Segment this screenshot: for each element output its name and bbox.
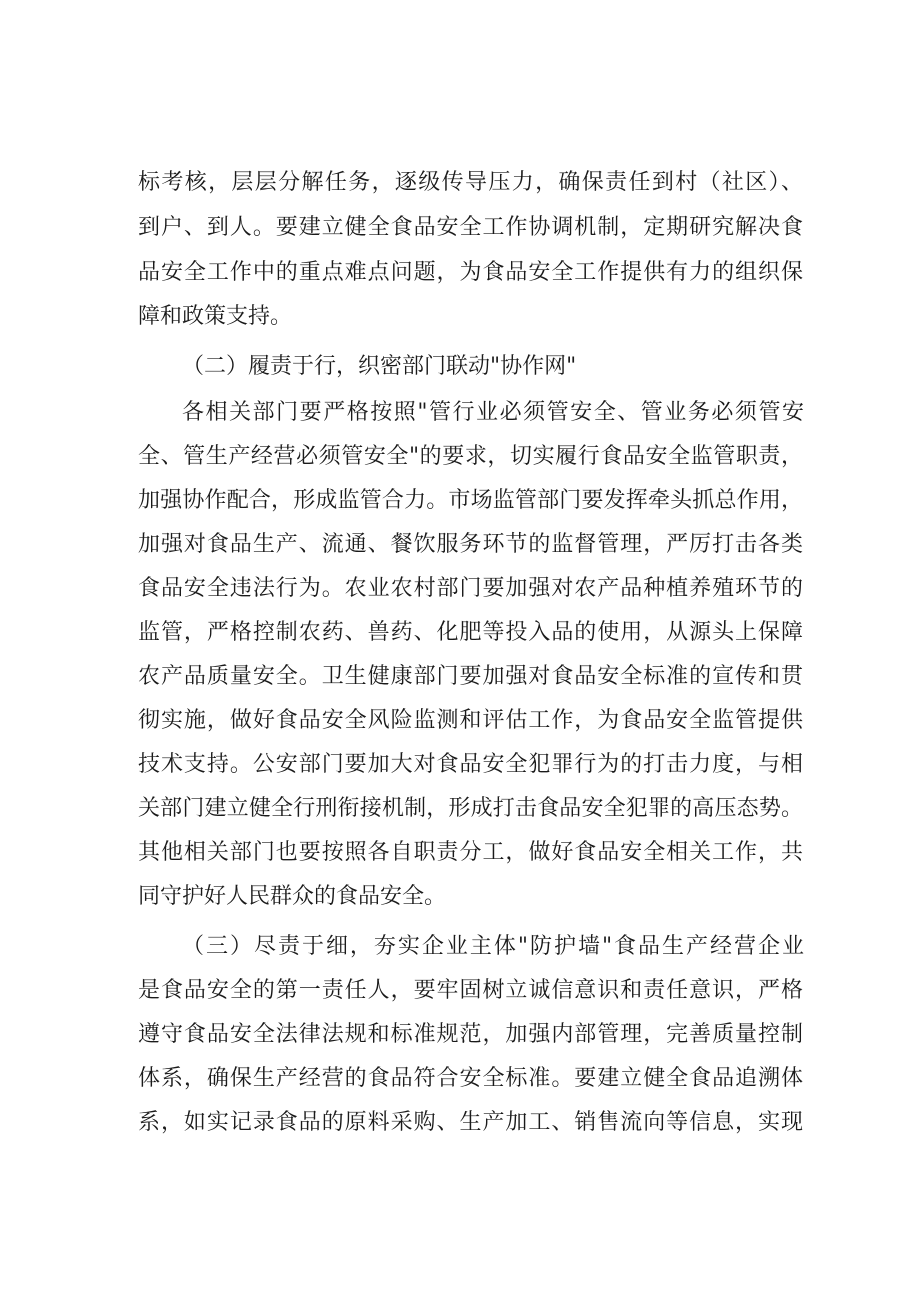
text-line: 彻实施，做好食品安全风险监测和评估工作，为食品安全监管提供 [138, 708, 803, 733]
text-line: 体系，确保生产经营的食品符合安全标准。要建立健全食品追溯体 [138, 1066, 803, 1091]
text-line: 加强协作配合，形成监管合力。市场监管部门要发挥牵头抓总作用， [138, 488, 803, 513]
text-line: 品安全工作中的重点难点问题，为食品安全工作提供有力的组织保 [138, 260, 803, 285]
paragraph-first-line: 各相关部门要严格按照"管行业必须管安全、管业务必须管安 [182, 400, 804, 425]
text-line: 农产品质量安全。卫生健康部门要加强对食品安全标准的宣传和贯 [138, 664, 803, 689]
text-line: 关部门建立健全行刑衔接机制，形成打击食品安全犯罪的高压态势。 [138, 796, 803, 821]
text-line: 食品安全违法行为。农业农村部门要加强对农产品种植养殖环节的 [138, 576, 803, 601]
text-line: 到户、到人。要建立健全食品安全工作协调机制，定期研究解决食 [138, 215, 803, 240]
text-line: 同守护好人民群众的食品安全。 [138, 884, 447, 909]
text-line: 全、管生产经营必须管安全"的要求，切实履行食品安全监管职责， [138, 444, 803, 469]
text-line: 是食品安全的第一责任人，要牢固树立诚信意识和责任意识，严格 [138, 978, 803, 1003]
text-line: 遵守食品安全法律法规和标准规范，加强内部管理，完善质量控制 [138, 1022, 803, 1047]
text-line: 系，如实记录食品的原料采购、生产加工、销售流向等信息，实现 [138, 1110, 803, 1135]
section-heading: （二）履责于行，织密部门联动"协作网" [182, 354, 577, 379]
section-heading-inline: （三）尽责于细，夯实企业主体"防护墙"食品生产经营企业 [182, 934, 804, 959]
text-line: 其他相关部门也要按照各自职责分工，做好食品安全相关工作，共 [138, 840, 803, 865]
text-line: 标考核，层层分解任务，逐级传导压力，确保责任到村（社区）、 [138, 170, 803, 195]
text-line: 技术支持。公安部门要加大对食品安全犯罪行为的打击力度，与相 [138, 752, 803, 777]
text-line: 障和政策支持。 [138, 304, 293, 329]
text-line: 加强对食品生产、流通、餐饮服务环节的监督管理，严厉打击各类 [138, 532, 803, 557]
text-line: 监管，严格控制农药、兽药、化肥等投入品的使用，从源头上保障 [138, 620, 803, 645]
